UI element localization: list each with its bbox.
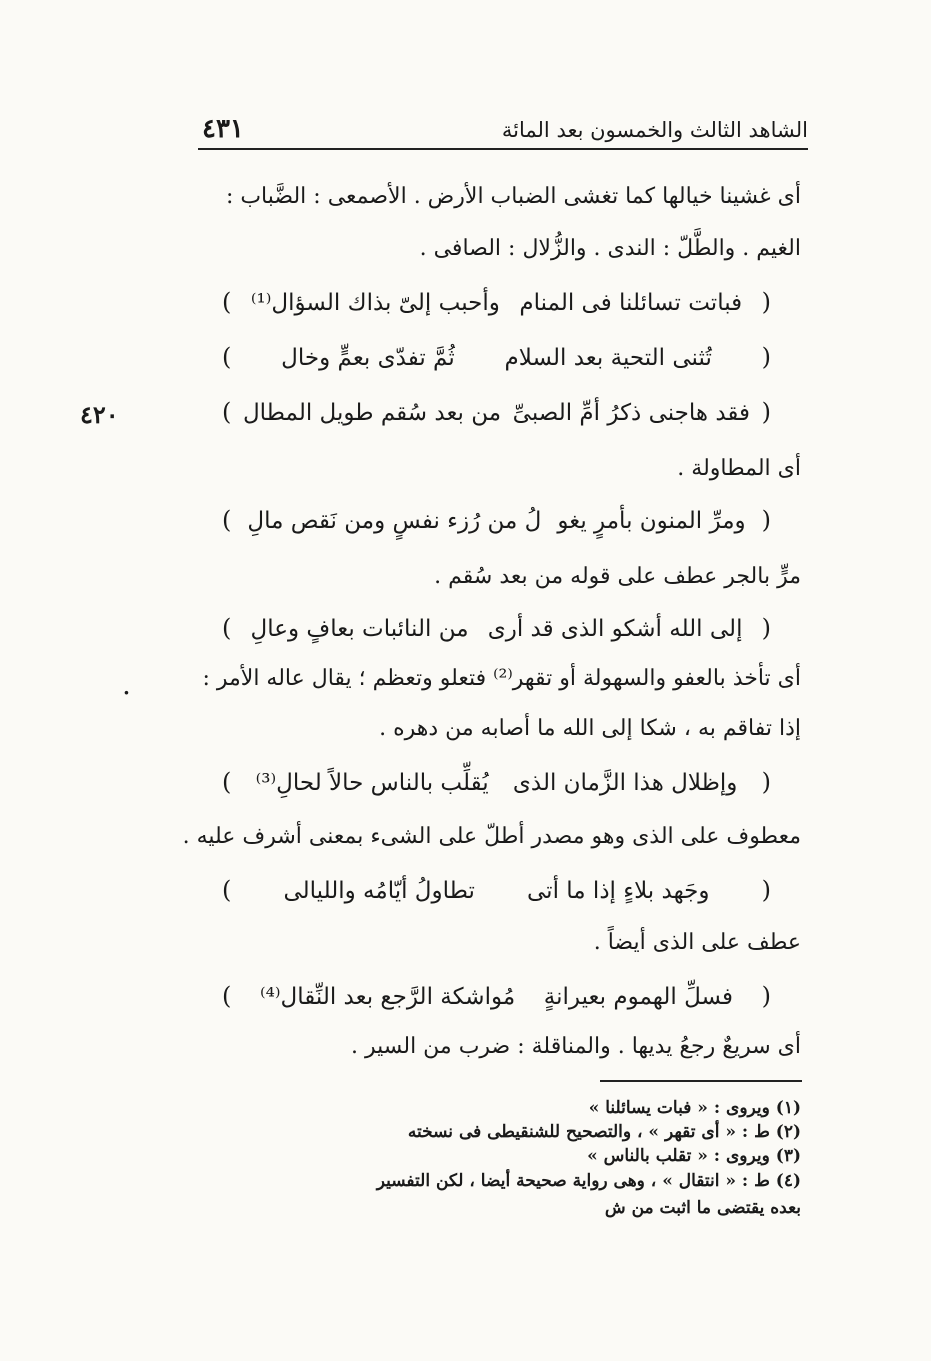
- verse-line: [222, 400, 771, 425]
- verse-close-paren: ): [222, 982, 232, 1010]
- running-title: الشاهد الثالث والخمسون بعد المائة: [501, 118, 808, 142]
- verse-close-paren: ): [222, 614, 232, 642]
- prose-line: معطوف على الذى وهو مصدر أطلّ على الشىء بمعنى أشرف عليه .: [182, 824, 801, 849]
- verse-line: [222, 508, 771, 533]
- footnote-1: (١) ويروى : « فبات يسائلنا »: [588, 1098, 801, 1118]
- verse-first-hemistich: ومرِّ المنون بأمرٍ يغو: [557, 508, 746, 534]
- verse-close-paren: ): [222, 288, 232, 316]
- verse-open-paren: (: [761, 876, 771, 904]
- verse-close-paren: ): [222, 768, 232, 796]
- prose-line: أى غشينا خيالها كما تغشى الضباب الأرض . الأصمعى : الضَّباب :: [225, 184, 801, 209]
- prose-line: عطف على الذى أيضاً .: [593, 930, 801, 955]
- verse-open-paren: (: [761, 982, 771, 1010]
- verse-second-hemistich: تطاولُ أيّامُه والليالى: [283, 878, 475, 904]
- verse-first-hemistich: فسلِّ الهموم بعيرانةٍ: [543, 984, 734, 1010]
- prose-line: أى المطاولة .: [677, 456, 801, 481]
- verse-first-hemistich: وإظلال هذا الزَّمان الذى: [512, 770, 738, 796]
- verse-first-hemistich: تُثنى التحية بعد السلام: [504, 345, 712, 371]
- footnote-4: (٤) ط : « انتقال » ، وهى رواية صحيحة أيضا ، لكن التفسير: [376, 1171, 801, 1191]
- verse-line: [222, 770, 771, 795]
- verse-second-hemistich: مُواشكة الرَّجع بعد النِّقال⁽⁴⁾: [259, 984, 516, 1010]
- verse-second-hemistich: يُقلِّب بالناس حالاً لحالِ⁽³⁾: [255, 770, 489, 796]
- verse-open-paren: (: [761, 768, 771, 796]
- verse-second-hemistich: من النائبات بعافٍ وعالِ: [250, 616, 469, 642]
- footnote-2: (٢) ط : « أى تقهر » ، والتصحيح للشنقيطى فى نسخته: [407, 1122, 801, 1142]
- verse-line: [222, 290, 771, 315]
- verse-close-paren: ): [222, 398, 232, 426]
- footnote-separator: [600, 1080, 802, 1082]
- verse-first-hemistich: إلى الله أشكو الذى قد أرى: [487, 616, 743, 642]
- page-header: [198, 112, 808, 150]
- verse-second-hemistich: ثُمَّ تفدّى بعمٍّ وخال: [281, 345, 455, 371]
- verse-first-hemistich: فقد هاجنى ذكرُ أمِّ الصبىِّ: [512, 400, 751, 426]
- page-number: ٤٣١: [202, 114, 244, 144]
- verse-open-paren: (: [761, 343, 771, 371]
- verse-open-paren: (: [761, 288, 771, 316]
- verse-line: [222, 878, 771, 903]
- verse-first-hemistich: وجَهد بلاءٍ إذا ما أتى: [527, 878, 710, 904]
- prose-line: الغيم . والطَّلّ : الندى . والزُّلال : الصافى .: [419, 236, 801, 261]
- margin-mark: .: [122, 668, 131, 701]
- verse-close-paren: ): [222, 506, 232, 534]
- verse-line: [222, 616, 771, 641]
- verse-open-paren: (: [761, 614, 771, 642]
- verse-line: [222, 345, 771, 370]
- verse-second-hemistich: من بعد سُقم طويل المطال: [242, 400, 502, 426]
- verse-second-hemistich: لُ من رُزء نفسٍ ومن نَقص مالِ: [247, 508, 542, 534]
- footnote-4-continued: بعده يقتضى ما اثبت من ش: [604, 1198, 801, 1218]
- verse-close-paren: ): [222, 876, 232, 904]
- verse-line: [222, 984, 771, 1009]
- verse-open-paren: (: [761, 398, 771, 426]
- footnote-3: (٣) ويروى : « تقلب بالناس »: [587, 1146, 801, 1166]
- prose-line: أى تأخذ بالعفو والسهولة أو تقهر⁽²⁾ فتعلو وتعظم ؛ يقال عاله الأمر :: [202, 666, 801, 691]
- margin-page-reference: ٤٢٠: [80, 400, 119, 429]
- verse-first-hemistich: فباتت تسائلنا فى المنام: [519, 290, 743, 316]
- verse-open-paren: (: [761, 506, 771, 534]
- prose-line: مرٍّ بالجر عطف على قوله من بعد سُقم .: [434, 564, 801, 589]
- verse-close-paren: ): [222, 343, 232, 371]
- prose-line: أى سريعٌ رجعُ يديها . والمناقلة : ضرب من السير .: [350, 1034, 801, 1059]
- prose-line: إذا تفاقم به ، شكا إلى الله ما أصابه من دهره .: [379, 716, 801, 741]
- verse-second-hemistich: وأحبب إلىّ بذاك السؤال⁽¹⁾: [250, 290, 500, 316]
